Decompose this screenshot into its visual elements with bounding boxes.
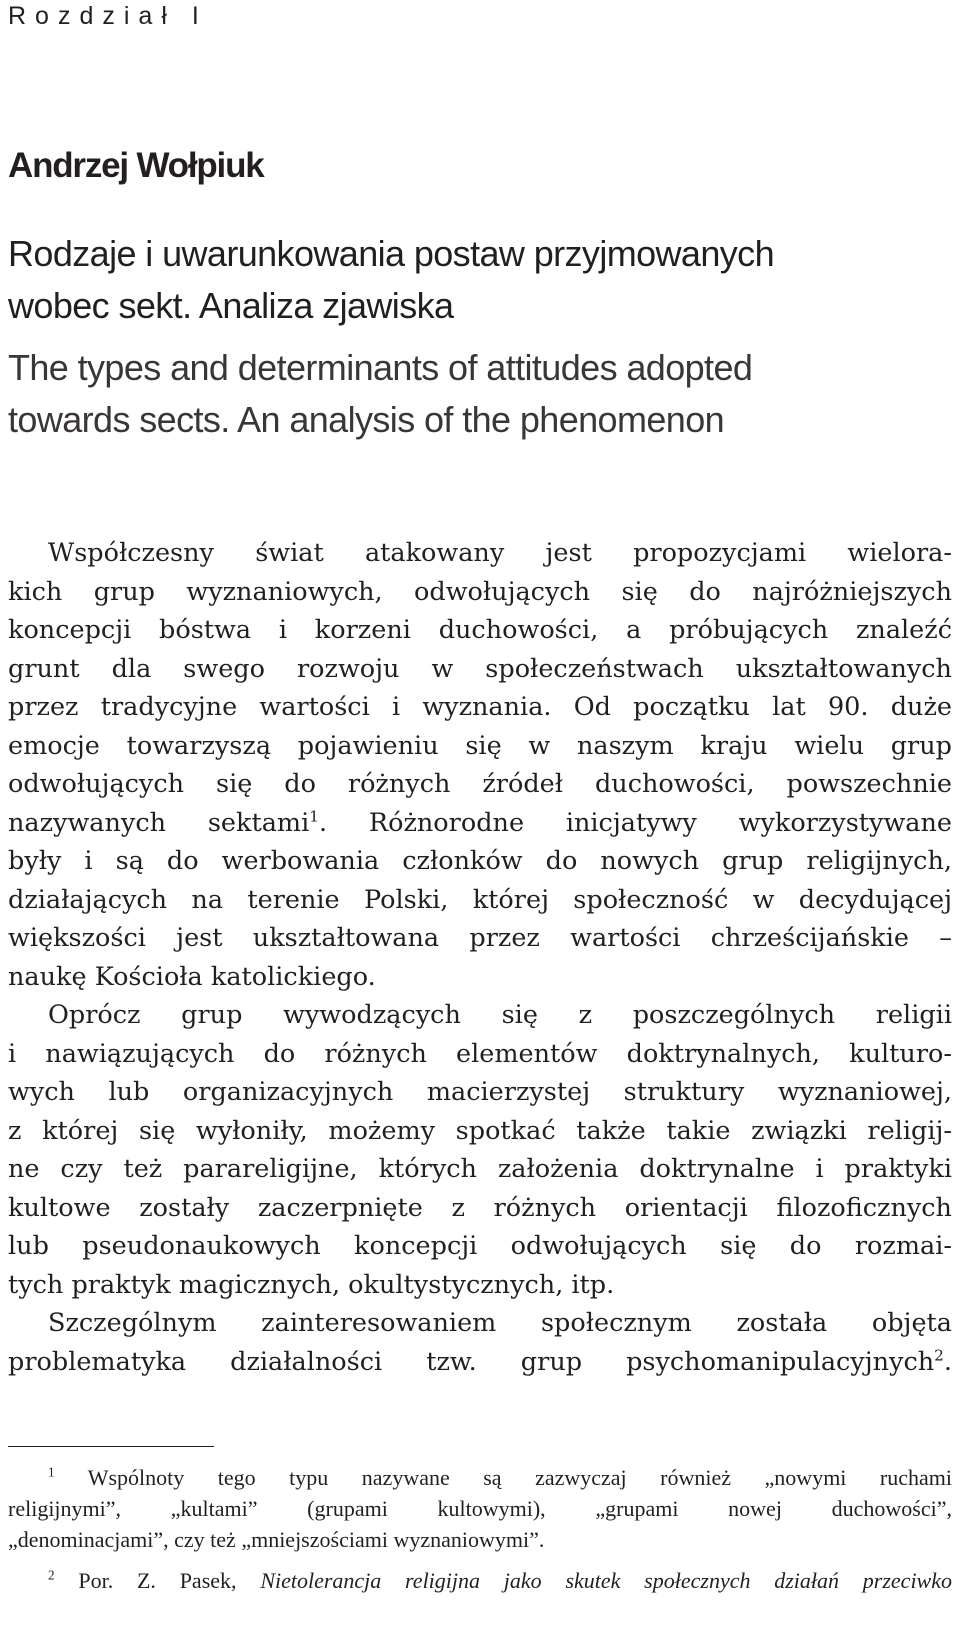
article-title-english [8,342,752,446]
paragraph-line [8,1343,952,1382]
paragraph-line: były i są do werbowania członków do nowych grup religijnych, [8,846,952,876]
footnote-text: Wspólnoty tego typu nazywane są zazwyczaj również „nowymi ruchami [87,1465,953,1490]
title-pl-line: wobec sekt. Analiza zjawiska [8,285,454,326]
title-en-line: The types and determinants of attitudes adopted [8,347,753,388]
body-text [8,534,952,1381]
paragraph-2 [8,996,952,1304]
title-en-line: towards sects. An analysis of the phenomenon [8,399,725,440]
paragraph-line [8,804,952,843]
footnote-1 [8,1462,952,1555]
footnote-line [8,1462,952,1493]
footnote-marker: 1 [48,1464,55,1480]
article-title-polish [8,228,774,332]
paragraph-line: przez tradycyjne wartości i wyznania. Od początku lat 90. duże [8,692,952,722]
paragraph-line: kich grup wyznaniowych, odwołujących się do najróżniejszych [8,576,952,607]
paragraph-line: z której się wyłoniły, możemy spotkać także takie związki religij- [8,1115,952,1146]
chapter-label: Rozdział I [8,2,208,30]
footnote-line: religijnymi”, „kultami” (grupami kultowymi), „grupami nowej duchowości”, [8,1496,952,1521]
paragraph-line: tych praktyk magicznych, okultystycznych, itp. [8,1269,615,1300]
paragraph-line: odwołujących się do różnych źródeł duchowości, powszechnie [8,769,952,799]
paragraph-line: Współczesny świat atakowany jest propozycjami wielora- [48,538,952,568]
footnote-marker: 2 [48,1567,55,1583]
footnote-line [8,1565,952,1596]
footnote-text: Por. Z. Pasek, [78,1568,261,1593]
paragraph-line: grunt dla swego rozwoju w społeczeństwach ukształtowanych [8,653,952,684]
paragraph-line: i nawiązujących do różnych elementów doktrynalnych, kulturo- [8,1038,952,1069]
paragraph-line: Szczególnym zainteresowaniem społecznym została objęta [48,1308,952,1338]
paragraph-1 [8,534,952,996]
paragraph-line: większości jest ukształtowana przez wartości chrześcijańskie – [8,923,952,953]
footnote-divider [8,1446,214,1447]
paragraph-3 [8,1304,952,1381]
paragraph-line: koncepcji bóstwa i korzeni duchowości, a próbujących znaleźć [8,615,952,645]
footnotes [8,1462,952,1596]
paragraph-line: kultowe zostały zaczerpnięte z różnych orientacji filozoficznych [8,1192,952,1223]
article-author: Andrzej Wołpiuk [8,146,264,185]
paragraph-line: wych lub organizacyjnych macierzystej struktury wyznaniowej, [8,1077,952,1107]
footnote-2 [8,1565,952,1596]
paragraph-line: ne czy też parareligijne, których założenia doktrynalne i praktyki [8,1154,952,1184]
paragraph-text: nazywanych sektami [8,807,310,838]
paragraph-line: naukę Kościoła katolickiego. [8,961,376,992]
paragraph-line: emocje towarzyszą pojawieniu się w naszym kraju wielu grup [8,730,952,761]
paragraph-text: . Różnorodne inicjatywy wykorzystywane [318,807,952,838]
footnote-cited-title: Nietolerancja religijna jako skutek społecznych działań przeciwko [260,1568,952,1593]
title-pl-line: Rodzaje i uwarunkowania postaw przyjmowanych [8,233,774,274]
paragraph-line: działających na terenie Polski, której społeczność w decydującej [8,884,952,915]
paragraph-line: lub pseudonaukowych koncepcji odwołujących się do rozmai- [8,1231,952,1261]
paragraph-text: problematyka działalności tzw. grup psychomanipulacyjnych [8,1346,935,1377]
footnote-line: „denominacjami”, czy też „mniejszościami wyznaniowymi”. [8,1527,545,1552]
footnote-ref-2[interactable]: 2 [934,1346,944,1364]
paragraph-line: Oprócz grup wywodzących się z poszczególnych religii [48,1000,952,1030]
footnote-ref-1[interactable]: 1 [309,807,319,825]
paragraph-text: . [943,1346,952,1377]
